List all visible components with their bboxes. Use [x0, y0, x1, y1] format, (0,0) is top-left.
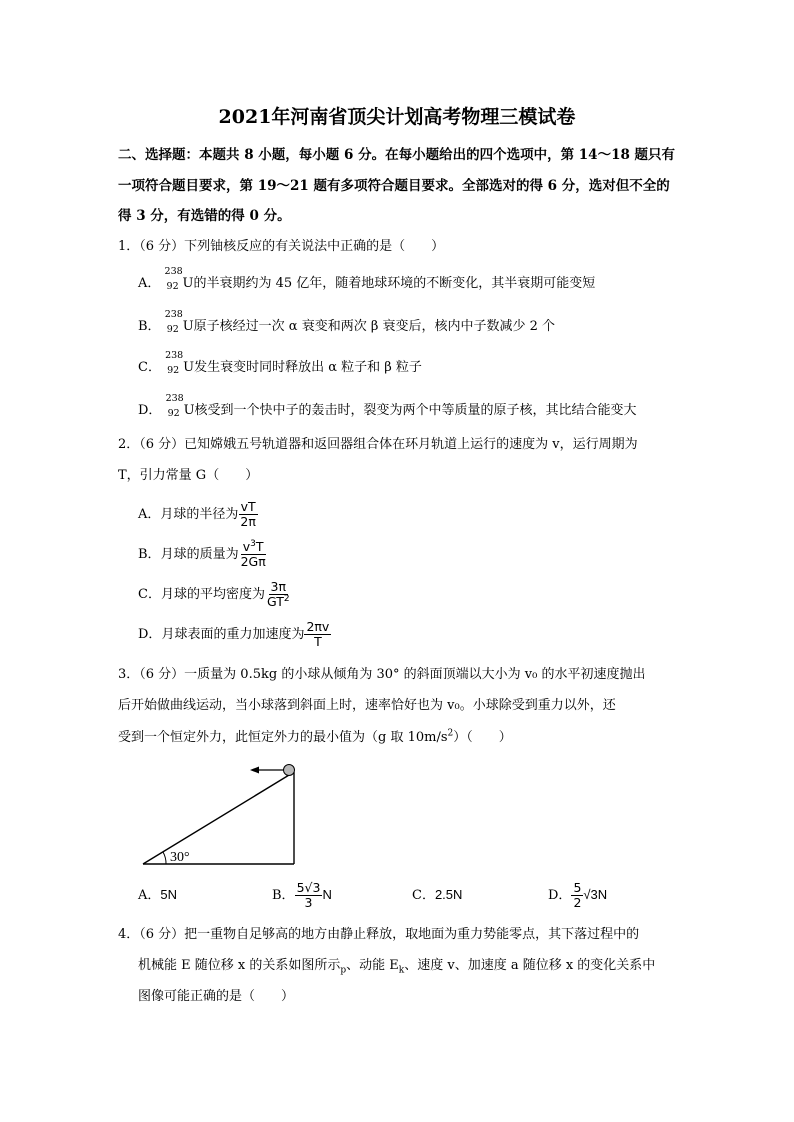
q2-b-fraction: $\frac{v^3T}{2G\pi}$ [240, 538, 266, 569]
q1-option-d-label: D． [138, 403, 162, 418]
q3-stem-line1: 3．（6 分）一质量为 0.5kg 的小球从倾角为 30° 的斜面顶端以大小为 v₀ 的水平初速度抛出 [118, 667, 646, 682]
q1-option-d[interactable]: D． 238 92 U核受到一个快中子的轰击时，裂变为两个中等质量的原子核，其比结合能变大 [138, 393, 637, 419]
section-instructions-line3: 得 3 分，有选错的得 0 分。 [118, 208, 291, 224]
q2-option-c[interactable]: C．月球的平均密度为 $\frac{3\pi}{GT^2}$ [138, 579, 290, 609]
q2-stem-line1: 2．（6 分）已知嫦娥五号轨道器和返回器组合体在环月轨道上运行的速度为 v，运行周期为 [118, 437, 638, 452]
q3-option-b[interactable]: B． $\frac{5√3}{3}$ N [272, 880, 332, 910]
uranium-nuclide: 238 92 [165, 393, 184, 419]
q4-stem-line2: 机械能 E 随位移 x 的关系如图所示$_p$、动能 $E_k$、速度 v、加速度 a 随位移 x 的变化关系中 [138, 958, 656, 976]
ball [284, 765, 295, 776]
q2-option-a[interactable]: A．月球的半径为 $\frac{vT}{2\pi}$ [138, 499, 256, 529]
q1-option-d-text: 核受到一个快中子的轰击时，裂变为两个中等质量的原子核，其比结合能变大 [194, 403, 637, 418]
q2-option-d[interactable]: D．月球表面的重力加速度为 $\frac{2\pi v}{T}$ [138, 619, 330, 649]
q2-stem-line2: T，引力常量 G（ ） [118, 468, 259, 483]
q1-option-b[interactable]: B． 238 92 U原子核经过一次 α 衰变和两次 β 衰变后，核内中子数减少 2 个 [138, 309, 556, 335]
q3-option-c[interactable]: C．2.5N [412, 887, 463, 903]
q3-stem-line3: 受到一个恒定外力，此恒定外力的最小值为（g 取 $10m/s^2$）（ ） [118, 728, 512, 745]
q1-option-a-label: A． [138, 276, 161, 291]
q1-option-b-text: 原子核经过一次 α 衰变和两次 β 衰变后，核内中子数减少 2 个 [193, 319, 556, 334]
q4-stem-line3: 图像可能正确的是（ ） [138, 989, 295, 1004]
q2-c-fraction: $\frac{3\pi}{GT^2}$ [266, 579, 290, 609]
section-instructions-line1: 二、选择题：本题共 8 小题，每小题 6 分。在每小题给出的四个选项中，第 14～18 题只有 [118, 147, 676, 163]
section-instructions-line2: 一项符合题目要求，第 19～21 题有多项符合题目要求。全部选对的得 6 分，选对但不全的 [118, 178, 670, 194]
q3-option-a[interactable]: A．5N [138, 887, 178, 903]
q2-option-b[interactable]: B．月球的质量为 $\frac{v^3T}{2G\pi}$ [138, 538, 266, 569]
angle-label: 30° [170, 850, 190, 865]
q1-option-c-label: C． [138, 360, 161, 375]
page-title: 2021年河南省顶尖计划高考物理三模试卷 [218, 106, 576, 128]
q1-option-a[interactable]: A． 238 92 U的半衰期约为 45 亿年，随着地球环境的不断变化，其半衰期可能变短 [138, 266, 596, 292]
uranium-nuclide: 238 92 [165, 350, 184, 376]
q3-option-d[interactable]: D． $\frac{5}{2}$ √3N [548, 880, 608, 910]
incline-diagram [138, 760, 308, 870]
uranium-nuclide: 238 92 [164, 266, 183, 292]
q4-stem-line1: 4．（6 分）把一重物自足够高的地方由静止释放，取地面为重力势能零点，其下落过程中的 [118, 927, 640, 942]
q3-stem-line2: 后开始做曲线运动，当小球落到斜面上时，速率恰好也为 v₀。小球除受到重力以外，还 [118, 698, 616, 713]
q1-option-b-label: B． [138, 319, 161, 334]
q1-option-a-text: 的半衰期约为 45 亿年，随着地球环境的不断变化，其半衰期可能变短 [193, 276, 596, 291]
q2-d-fraction: $\frac{2\pi v}{T}$ [306, 619, 330, 649]
q1-option-c[interactable]: C． 238 92 U发生衰变时同时释放出 α 粒子和 β 粒子 [138, 350, 422, 376]
q1-stem: 1．（6 分）下列铀核反应的有关说法中正确的是（ ） [118, 239, 445, 254]
angle-arc [163, 852, 166, 864]
q1-option-c-text: 发生衰变时同时释放出 α 粒子和 β 粒子 [194, 360, 422, 375]
uranium-nuclide: 238 92 [164, 309, 183, 335]
q2-a-fraction: $\frac{vT}{2\pi}$ [240, 499, 256, 529]
incline-slope [143, 772, 294, 864]
velocity-arrowhead-icon [250, 767, 259, 774]
